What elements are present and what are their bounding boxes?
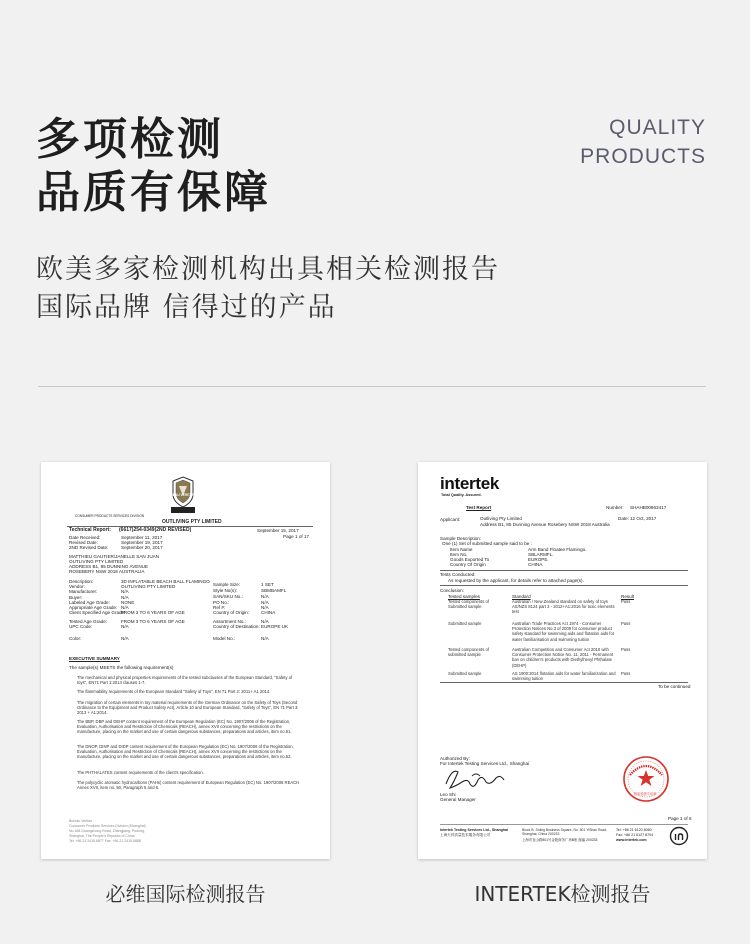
field-value: CHINA bbox=[261, 610, 276, 615]
sample-field-label: Item Name bbox=[450, 547, 473, 552]
summary-title: EXECUTIVE SUMMARY bbox=[69, 656, 120, 661]
page-number: Page 1 of 6 bbox=[668, 816, 692, 821]
date-label: Revised Date: bbox=[69, 540, 98, 545]
conclusion-label: Conclusion: bbox=[440, 588, 465, 593]
field-value: N/A bbox=[121, 636, 129, 641]
footer-line: Block B, Jinling Business Square, No. 801 YiShan Road, Shanghai, China 200233 bbox=[522, 828, 608, 837]
applicant-address: Address B1, 85 Dunning Avenue Rosebery NSW 2018 Australia bbox=[480, 522, 610, 527]
footer-line: Shanghai, The People's Republic of China bbox=[69, 834, 135, 838]
date-value: 12 Oct, 2017 bbox=[630, 516, 657, 521]
sample-field-label: Goods Exported To bbox=[450, 557, 490, 562]
summary-intro: The sample(s) MEETS the following requirement(s) bbox=[69, 665, 174, 670]
tests-label: Tests Conducted: bbox=[440, 572, 476, 577]
signer-name: Leo Shi bbox=[440, 792, 456, 797]
field-value: NONE bbox=[121, 600, 135, 605]
report-date: September 15, 2017 bbox=[257, 528, 299, 533]
sample-field-label: Item No. bbox=[450, 552, 468, 557]
applicant-value: Outliving Pty Limited bbox=[480, 516, 522, 521]
field-label: Assortment No.: bbox=[213, 619, 246, 624]
footer-line: No.168 Guangzhong Road, Zhangjiang, Pudong, bbox=[69, 829, 145, 833]
footer-line: 上海天祥质量技术服务有限公司 bbox=[440, 833, 491, 837]
date-label: 2ND Revised Date: bbox=[69, 545, 109, 550]
field-value: FROM 3 TO 6 YEARS OF AGE bbox=[121, 619, 185, 624]
rule bbox=[440, 585, 688, 586]
address-line: ROSEBERY NSW 2018 AUSTRALIA bbox=[69, 569, 145, 574]
field-label: Sample Size: bbox=[213, 582, 241, 587]
sample-field-value: EUROPE. bbox=[528, 557, 549, 562]
table-cell: Australian / New Zealand standard on safety of toys AS/NZS 8124 part 3 - 2012+A1:2016 for toxic elements test bbox=[512, 599, 615, 615]
table-cell: Pass bbox=[621, 647, 631, 652]
field-value: N/A bbox=[121, 624, 129, 629]
field-value: OUTLIVING PTY LIMITED bbox=[121, 584, 176, 589]
summary-item: The mechanical and physical properties requirements of the tested subclauses of the European Standard, "Safety of toys", EN71 Part 1:2014 clauses 1-7. bbox=[77, 675, 293, 686]
table-cell: Tested components of submitted sample bbox=[448, 647, 489, 658]
summary-item: The flammability requirements of the European Standard "Safety of Toys", EN 71 Part 2: 2011+ A1 2014. bbox=[77, 689, 271, 694]
page-number: Page 1 of 17 bbox=[283, 534, 310, 539]
division-label: CONSUMER PRODUCTS SERVICES DIVISION bbox=[75, 514, 145, 518]
table-cell: Tested components of Submitted sample bbox=[448, 599, 489, 610]
field-label: SAN/SKU No.: bbox=[213, 594, 243, 599]
summary-item: The migration of certain elements in toy material requirements of the German Ordinance on the Safety of Toys (Second Ordinance to the Equipment and Product Safety Act), Article 10 and European Standard, "Safety of Toys", EN 71 Part 3: 2013 + A1:2014. bbox=[77, 700, 299, 716]
date-label: Date: bbox=[618, 516, 629, 521]
summary-item: The PHTHALATES content requirements of the client's specification. bbox=[77, 770, 204, 775]
summary-item: The DNOP, DINP and DIDP content requirement of the European Regulation (EC) No. 1907/2006 of the Registration, Evaluation, Authorisation and Restriction of Chemicals (REACH), annex XVII concerning the restrictions on the manufacture, placing on the market and use of certain dangerous substances, preparations and articles, item no.52. bbox=[77, 744, 294, 760]
sample-field-value: SBLARMFL. bbox=[528, 552, 554, 557]
table-cell: AS 1900:2014 flotation aids for water familiarization and swimming tuition bbox=[512, 671, 616, 682]
field-label: Country of Origin: bbox=[213, 610, 249, 615]
applicant-label: Applicant: bbox=[440, 517, 461, 522]
field-label: Client Specified Age Grade: bbox=[69, 610, 126, 615]
field-value: N/A bbox=[121, 589, 129, 594]
footer-line: Consumer Products Services Division (Shanghai) bbox=[69, 824, 146, 828]
tagline: Total Quality. Assured. bbox=[441, 493, 482, 497]
field-value: EUROPE UK bbox=[261, 624, 289, 629]
table-cell: Submitted sample bbox=[448, 621, 482, 626]
doc-type: Test Report bbox=[466, 505, 492, 510]
report-number: (6617)254-0349(2ND REVISED) bbox=[119, 527, 192, 533]
sample-field-value: Arm Band Floatee Flamingo. bbox=[528, 547, 587, 552]
field-value: 3D INFLATABLE BEACH BALL FLAMINGO bbox=[121, 579, 210, 584]
field-value: N/A bbox=[261, 600, 269, 605]
field-label: Manufacturer: bbox=[69, 589, 98, 594]
continued-note: To be continued bbox=[658, 684, 691, 689]
sample-desc-intro: One (1) Set of submitted sample said to be : bbox=[442, 541, 532, 546]
field-label: Tested Age Grade: bbox=[69, 619, 108, 624]
footer-line: 上海市宜山路801号金陵商务广场B座 邮编 200233 bbox=[522, 838, 598, 842]
table-cell: Pass bbox=[621, 671, 631, 676]
footer-line: Fax: +86 21 6127 8704 bbox=[616, 833, 654, 837]
field-value: SBMBAMFL bbox=[261, 588, 287, 593]
address-line: OUTLIVING PTY LIMITED bbox=[69, 559, 124, 564]
footer-line: Intertek Testing Services Ltd., Shanghai bbox=[440, 828, 509, 832]
sample-field-label: Country Of Origin bbox=[450, 562, 486, 567]
table-header: Tested samples bbox=[448, 594, 480, 599]
sample-desc-label: Sample Description: bbox=[440, 536, 482, 541]
number-label: Number: bbox=[606, 505, 624, 510]
date-value: September 11, 2017 bbox=[121, 535, 163, 540]
field-label: Buyer: bbox=[69, 595, 83, 600]
table-header: Standard bbox=[512, 594, 531, 599]
field-label: Color: bbox=[69, 636, 82, 641]
date-value: September 20, 2017 bbox=[121, 545, 163, 550]
authorized-for: For Intertek Testing Services Ltd., Shanghai bbox=[440, 761, 530, 766]
tests-text: As requested by the applicant, for details refer to attached page(s). bbox=[448, 578, 584, 583]
summary-item: The BBP, DBP and DEHP content requirement of the European Regulation (EC) No. 1907/2006 of the Registration, Evaluation, Authorisation and Restriction of Chemicals (REACH), annex XVII concerning the restrictions on the manufacture, placing on the market and use of certain dangerous substances, preparations and articles, item no.51. bbox=[77, 719, 292, 735]
signature-icon bbox=[442, 764, 512, 794]
address-line: MATTHIEU GAUTIER/JANELLE SAN JUAN bbox=[69, 554, 160, 559]
caption-intertek: INTERTEK检测报告 bbox=[474, 882, 651, 906]
field-label: Style No(s): bbox=[213, 588, 237, 593]
field-label: PO No.: bbox=[213, 600, 230, 605]
logo-text: BUREAU VERITAS bbox=[166, 493, 195, 497]
number-value: SHAHB00863417 bbox=[630, 505, 667, 510]
sample-field-value: CHINA. bbox=[528, 562, 544, 567]
stamp-text: 检验检测专用章 bbox=[634, 792, 657, 796]
address-line: ADDRESS B1, 85 DUNNING AVENUE bbox=[69, 564, 149, 569]
field-label: Ref #: bbox=[213, 605, 226, 610]
field-label: Country of Destination: bbox=[213, 624, 260, 629]
intertek-badge-icon bbox=[669, 826, 689, 846]
table-cell: Pass bbox=[621, 621, 631, 626]
table-cell: Submitted sample bbox=[448, 671, 482, 676]
field-value: N/A bbox=[121, 605, 129, 610]
description-line1: 欧美多家检测机构出具相关检测报告 bbox=[36, 254, 500, 285]
field-value: N/A bbox=[261, 594, 269, 599]
page-title-line1: 多项检测 bbox=[36, 114, 224, 165]
authorized-label: Authorized By: bbox=[440, 756, 470, 761]
field-value: N/A bbox=[261, 619, 269, 624]
caption-bureau-veritas: 必维国际检测报告 bbox=[105, 882, 266, 906]
field-value: N/A bbox=[121, 595, 129, 600]
table-cell: Australian Competition and Consumer Act 2010 with Consumer Protection Notice No. 11, 2011 - Permanent ban on children's products with Diethylhexyl Phthalate (DEHP) bbox=[512, 647, 614, 668]
bureau-veritas-report bbox=[41, 462, 330, 859]
signer-title: General Manager bbox=[440, 797, 476, 802]
page-title-line2: 品质有保障 bbox=[36, 167, 271, 218]
english-title-line2: PRODUCTS bbox=[580, 145, 706, 168]
footer-line: Tel: +86 21 6120 6060 bbox=[616, 828, 652, 832]
field-label: Vendor: bbox=[69, 584, 85, 589]
field-label: Description: bbox=[69, 579, 94, 584]
report-label: Technical Report: bbox=[69, 527, 111, 533]
footer-line: www.intertek.com bbox=[616, 838, 647, 842]
field-label: Model No.: bbox=[213, 636, 236, 641]
field-value: 1 SET bbox=[261, 582, 274, 587]
table-cell: Pass bbox=[621, 599, 631, 604]
date-value: September 19, 2017 bbox=[121, 540, 163, 545]
field-value: FROM 3 TO 6 YEARS OF AGE bbox=[121, 610, 185, 615]
footer-line: Bureau Veritas bbox=[69, 819, 92, 823]
rule bbox=[440, 682, 688, 683]
footer-line: Tel: +86 21 2415 6877 Fax: +86 21 2415 6888 bbox=[69, 839, 141, 843]
field-value: N/A bbox=[261, 605, 269, 610]
field-label: Appropriate Age Grade: bbox=[69, 605, 118, 610]
intertek-logo: intertek bbox=[440, 474, 500, 493]
company-heading: OUTLIVING PTY LIMITED bbox=[162, 519, 222, 525]
date-label: Date Received: bbox=[69, 535, 101, 540]
summary-item: The polycyclic aromatic hydrocarbons (PAHs) content requirement of European Regulation (EC) No. 1907/2006 REACH Annex XVII, item no. 50, Paragraph 5 and 6. bbox=[77, 780, 300, 791]
field-label: UPC Code: bbox=[69, 624, 93, 629]
intertek-report bbox=[418, 462, 707, 859]
rule bbox=[440, 824, 688, 825]
description-line2: 国际品牌 信得过的产品 bbox=[36, 292, 337, 323]
english-title-line1: QUALITY bbox=[609, 116, 706, 139]
rule bbox=[440, 570, 688, 571]
section-divider bbox=[38, 386, 706, 387]
table-header: Result bbox=[621, 594, 635, 599]
table-cell: Australian Trade Practices Act 1974 - Consumer Protection Notices No.3 of 2009 for consumer product safety standard for swimming aids and flotation aids for water familiarisation and swimming tuition bbox=[512, 621, 615, 642]
field-value: N/A bbox=[261, 636, 269, 641]
field-label: Labeled Age Grade: bbox=[69, 600, 110, 605]
